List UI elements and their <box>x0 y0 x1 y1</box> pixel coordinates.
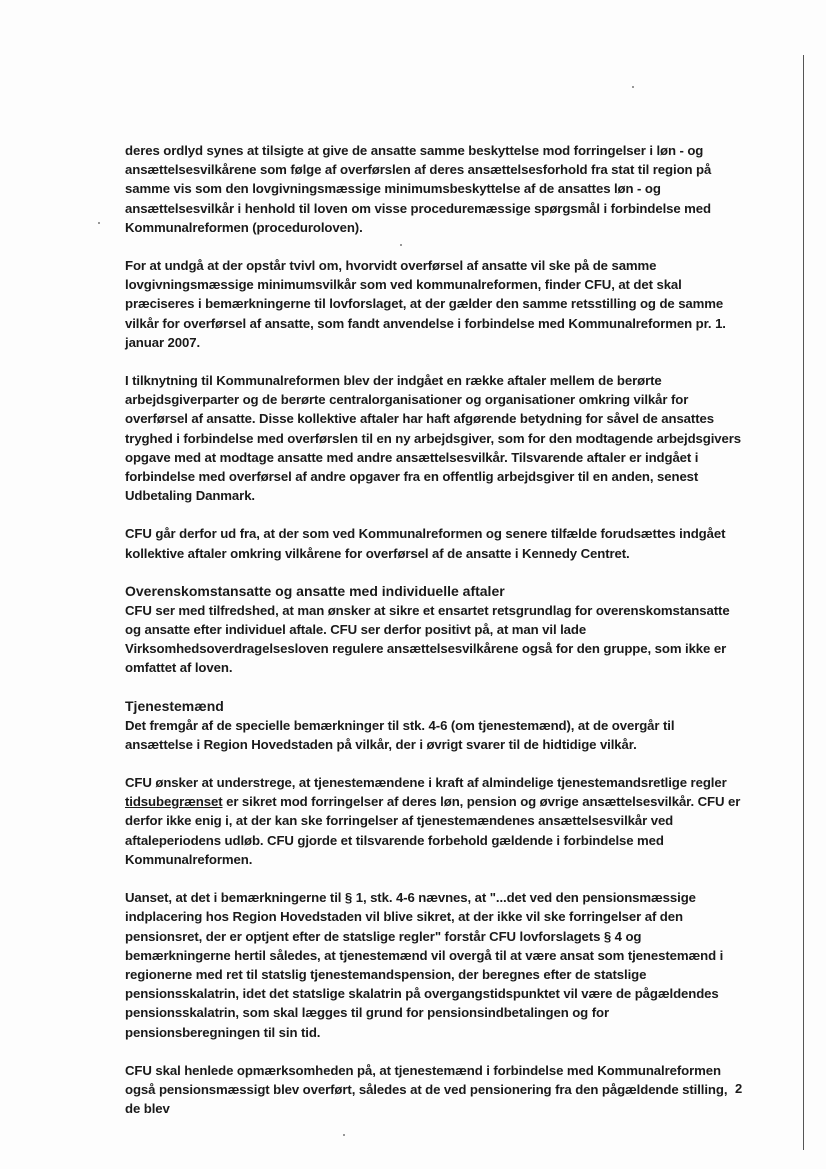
scan-speck <box>343 1134 345 1136</box>
section-heading: Overenskomstansatte og ansatte med individuelle aftaler <box>125 582 505 599</box>
paragraph: I tilknytning til Kommunalreformen blev der indgået en række aftaler mellem de berørte arbejdsgiverparter og de berørte centralorganisationer og organisationer omkring vilkår for overførsel af ansatte. Disse kollektive aftaler har haft afgørende betydning for såvel de ansattes tryghed i forbindelse med overførslen til en ny arbejdsgiver, som for den modtagende arbejdsgivers opgave med at modtage ansatte med andre ansættelsesvilkår. Tilsvarende aftaler er indgået i forbindelse med overførsel af andre opgaver fra en offentlig arbejdsgiver til en anden, senest Udbetaling Danmark. <box>125 373 742 504</box>
section-heading: Tjenestemænd <box>125 697 224 714</box>
paragraph: deres ordlyd synes at tilsigte at give de ansatte samme beskyttelse mod forringelser i løn - og ansættelsesvilkårene som følge af overførslen af deres ansættelsesforhold fra stat til region på samme vis som den lovgivningsmæssige minimumsbeskyttelse af de ansattes løn - og ansættelsesvilkår i henhold til loven om visse proceduremæssige spørgsmål i forbindelse med Kommunalreformen (proceduroloven). <box>125 143 712 235</box>
paragraph: CFU ser med tilfredshed, at man ønsker at sikre et ensartet retsgrundlag for overenskomstansatte og ansatte efter individuel aftale. CFU ser derfor positivt på, at man vil lade Virksomhedsoverdragelsesloven regulere ansættelsesvilkårene også for den gruppe, som ikke er omfattet af loven. <box>125 602 730 676</box>
paragraph: Det fremgår af de specielle bemærkninger til stk. 4-6 (om tjenestemænd), at de overgår til ansættelse i Region Hovedstaden på vilkår, der i øvrigt svarer til de hidtidige vilkår. <box>125 717 675 752</box>
underlined-term: tidsubegrænset <box>125 794 223 810</box>
page-edge-rule <box>803 55 804 1150</box>
paragraph: Uanset, at det i bemærkningerne til § 1, stk. 4-6 nævnes, at "...det ved den pensionsmæssige indplacering hos Region Hovedstaden vil blive sikret, at der ikke vil ske forringelser af den pensionsret, der er optjent efter de statslige regler" forstår CFU lovforslagets § 4 og bemærkningerne hertil således, at tjenestemænd vil overgå til at være ansat som tjenestemænd i regionerne med ret til statslig tjenestemandspension, der beregnes efter de statslige pensionsskalatrin, idet det statslige skalatrin på overgangstidspunktet vil være de pågældendes pensionsskalatrin, som skal lægges til grund for pensionsindbetalingen og for pensionsberegningen til sin tid. <box>125 890 724 1040</box>
paragraph: CFU går derfor ud fra, at der som ved Kommunalreformen og senere tilfælde forudsættes indgået kollektive aftaler omkring vilkårene for overførsel af de ansatte i Kennedy Centret. <box>125 526 726 561</box>
paragraph-text: CFU ønsker at understrege, at tjenestemændene i kraft af almindelige tjenestemandsretlige regler <box>125 775 727 791</box>
document-body <box>125 141 745 1118</box>
page-number: 2 <box>735 1081 743 1096</box>
paragraph <box>125 773 745 869</box>
scan-speck <box>98 222 100 224</box>
paragraph: CFU skal henlede opmærksomheden på, at tjenestemænd i forbindelse med Kommunalreformen også pensionsmæssigt blev overført, således at de ved pensionering fra den pågældende stilling, de blev <box>125 1062 728 1117</box>
paragraph: For at undgå at der opstår tvivl om, hvorvidt overførsel af ansatte vil ske på de samme lovgivningsmæssige minimumsvilkår som ved kommunalreformen, finder CFU, at det skal præciseres i bemærkningerne til lovforslaget, at der gælder den samme retsstilling og de samme vilkår for overførsel af ansatte, som fandt anvendelse i forbindelse med Kommunalreformen pr. 1. januar 2007. <box>125 258 726 350</box>
scan-speck <box>632 86 634 88</box>
paragraph-text: er sikret mod forringelser af deres løn, pension og øvrige ansættelsesvilkår. CFU er derfor ikke enig i, at der kan ske forringelser af tjenestemændenes ansættelsesvilkår ved aftaleperiodens udløb. CFU gjorde et tilsvarende forbehold gældende i forbindelse med Kommunalreformen. <box>125 794 741 867</box>
